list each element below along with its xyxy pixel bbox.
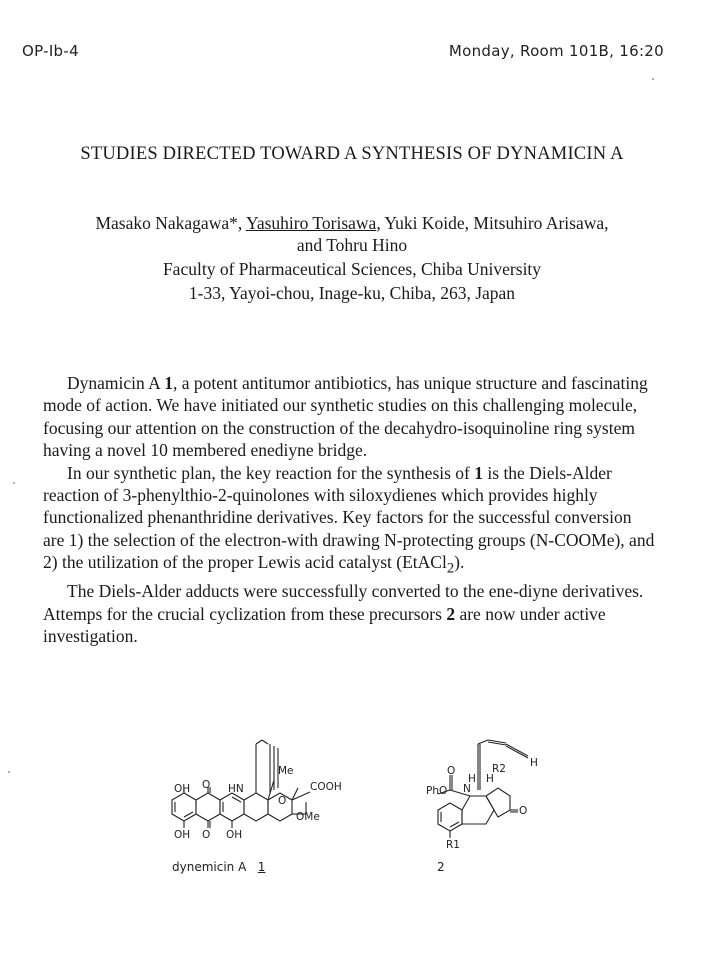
scan-speck bbox=[13, 482, 15, 484]
label: Me bbox=[278, 765, 294, 777]
label: OH bbox=[226, 829, 243, 841]
scan-speck bbox=[8, 771, 10, 773]
address: 1-33, Yayoi-chou, Inage-ku, Chiba, 263, Japan bbox=[188, 283, 516, 303]
label: N bbox=[463, 783, 471, 795]
author-line-1 bbox=[0, 213, 704, 234]
structure-labels bbox=[174, 757, 538, 851]
text: The Diels-Alder adducts were successfully converted to the ene-diyne derivatives. Attemps for the crucial cyclization from these precursors bbox=[43, 581, 644, 624]
label: H bbox=[468, 773, 476, 785]
abstract-body bbox=[43, 372, 655, 647]
abstract-paragraph-1 bbox=[43, 372, 655, 462]
compound-number: 1 bbox=[164, 373, 173, 393]
label: COOH bbox=[310, 781, 342, 793]
chemical-structures-figure bbox=[150, 730, 560, 880]
compound-number: 2 bbox=[446, 603, 456, 624]
label: OH bbox=[174, 783, 191, 795]
caption-compound-2: 2 bbox=[437, 860, 445, 874]
label: O bbox=[202, 829, 211, 841]
text: Dynamicin A bbox=[67, 373, 165, 393]
label: O bbox=[202, 779, 211, 791]
caption-dynemicin bbox=[172, 860, 265, 874]
session-info: Monday, Room 101B, 16:20 bbox=[448, 42, 664, 60]
label: H bbox=[530, 757, 538, 769]
scan-speck bbox=[652, 78, 654, 80]
compound-number-label: 1 bbox=[257, 860, 266, 874]
paper-title: STUDIES DIRECTED TOWARD A SYNTHESIS OF DYNAMICIN A bbox=[80, 144, 624, 164]
author-line-2: and Tohru Hino bbox=[296, 235, 408, 255]
presenting-author: Yasuhiro Torisawa bbox=[245, 213, 377, 233]
label: OH bbox=[174, 829, 191, 841]
author-name: Masako Nakagawa*, bbox=[95, 213, 243, 233]
label: O bbox=[447, 765, 456, 777]
text: is the Diels-Alder reaction of 3-phenylthio-2-quinolones with siloxydienes which provides highly functionalized phenanthridine derivatives. Key factors for the successful conversion are 1) the selection of the electron-with drawing N-protecting groups (N-COOMe), and 2) the utilization of the proper Lewis acid catalyst (EtACl bbox=[43, 462, 655, 573]
label: H bbox=[486, 773, 494, 785]
abstract-paragraph-2 bbox=[43, 462, 655, 581]
label: O bbox=[519, 805, 528, 817]
label: PhO bbox=[426, 785, 448, 797]
subscript: 2 bbox=[446, 560, 455, 577]
label: OMe bbox=[296, 811, 320, 823]
label: R2 bbox=[492, 763, 506, 775]
author-names: , Yuki Koide, Mitsuhiro Arisawa, bbox=[376, 213, 609, 233]
text: , a potent antitumor antibiotics, has unique structure and fascinating mode of action. We have initiated our synthetic studies on this challenging molecule, focusing our attention on the construction of the decahydro-isoquinoline ring system having a novel 10 membered enediyne bridge. bbox=[43, 373, 648, 461]
text: are now under active investigation. bbox=[43, 603, 606, 646]
compound-number: 1 bbox=[474, 462, 484, 483]
paper-code: OP-Ib-4 bbox=[22, 42, 79, 60]
abstract-paragraph-3 bbox=[43, 580, 655, 647]
text: In our synthetic plan, the key reaction for the synthesis of bbox=[67, 462, 475, 483]
label: O bbox=[278, 795, 287, 807]
label: R1 bbox=[446, 839, 460, 851]
compound-name: dynemicin A bbox=[172, 860, 247, 874]
text: ). bbox=[454, 552, 465, 573]
compound-2-structure bbox=[438, 740, 528, 838]
label: HN bbox=[228, 783, 244, 795]
affiliation: Faculty of Pharmaceutical Sciences, Chiba University bbox=[162, 259, 542, 279]
